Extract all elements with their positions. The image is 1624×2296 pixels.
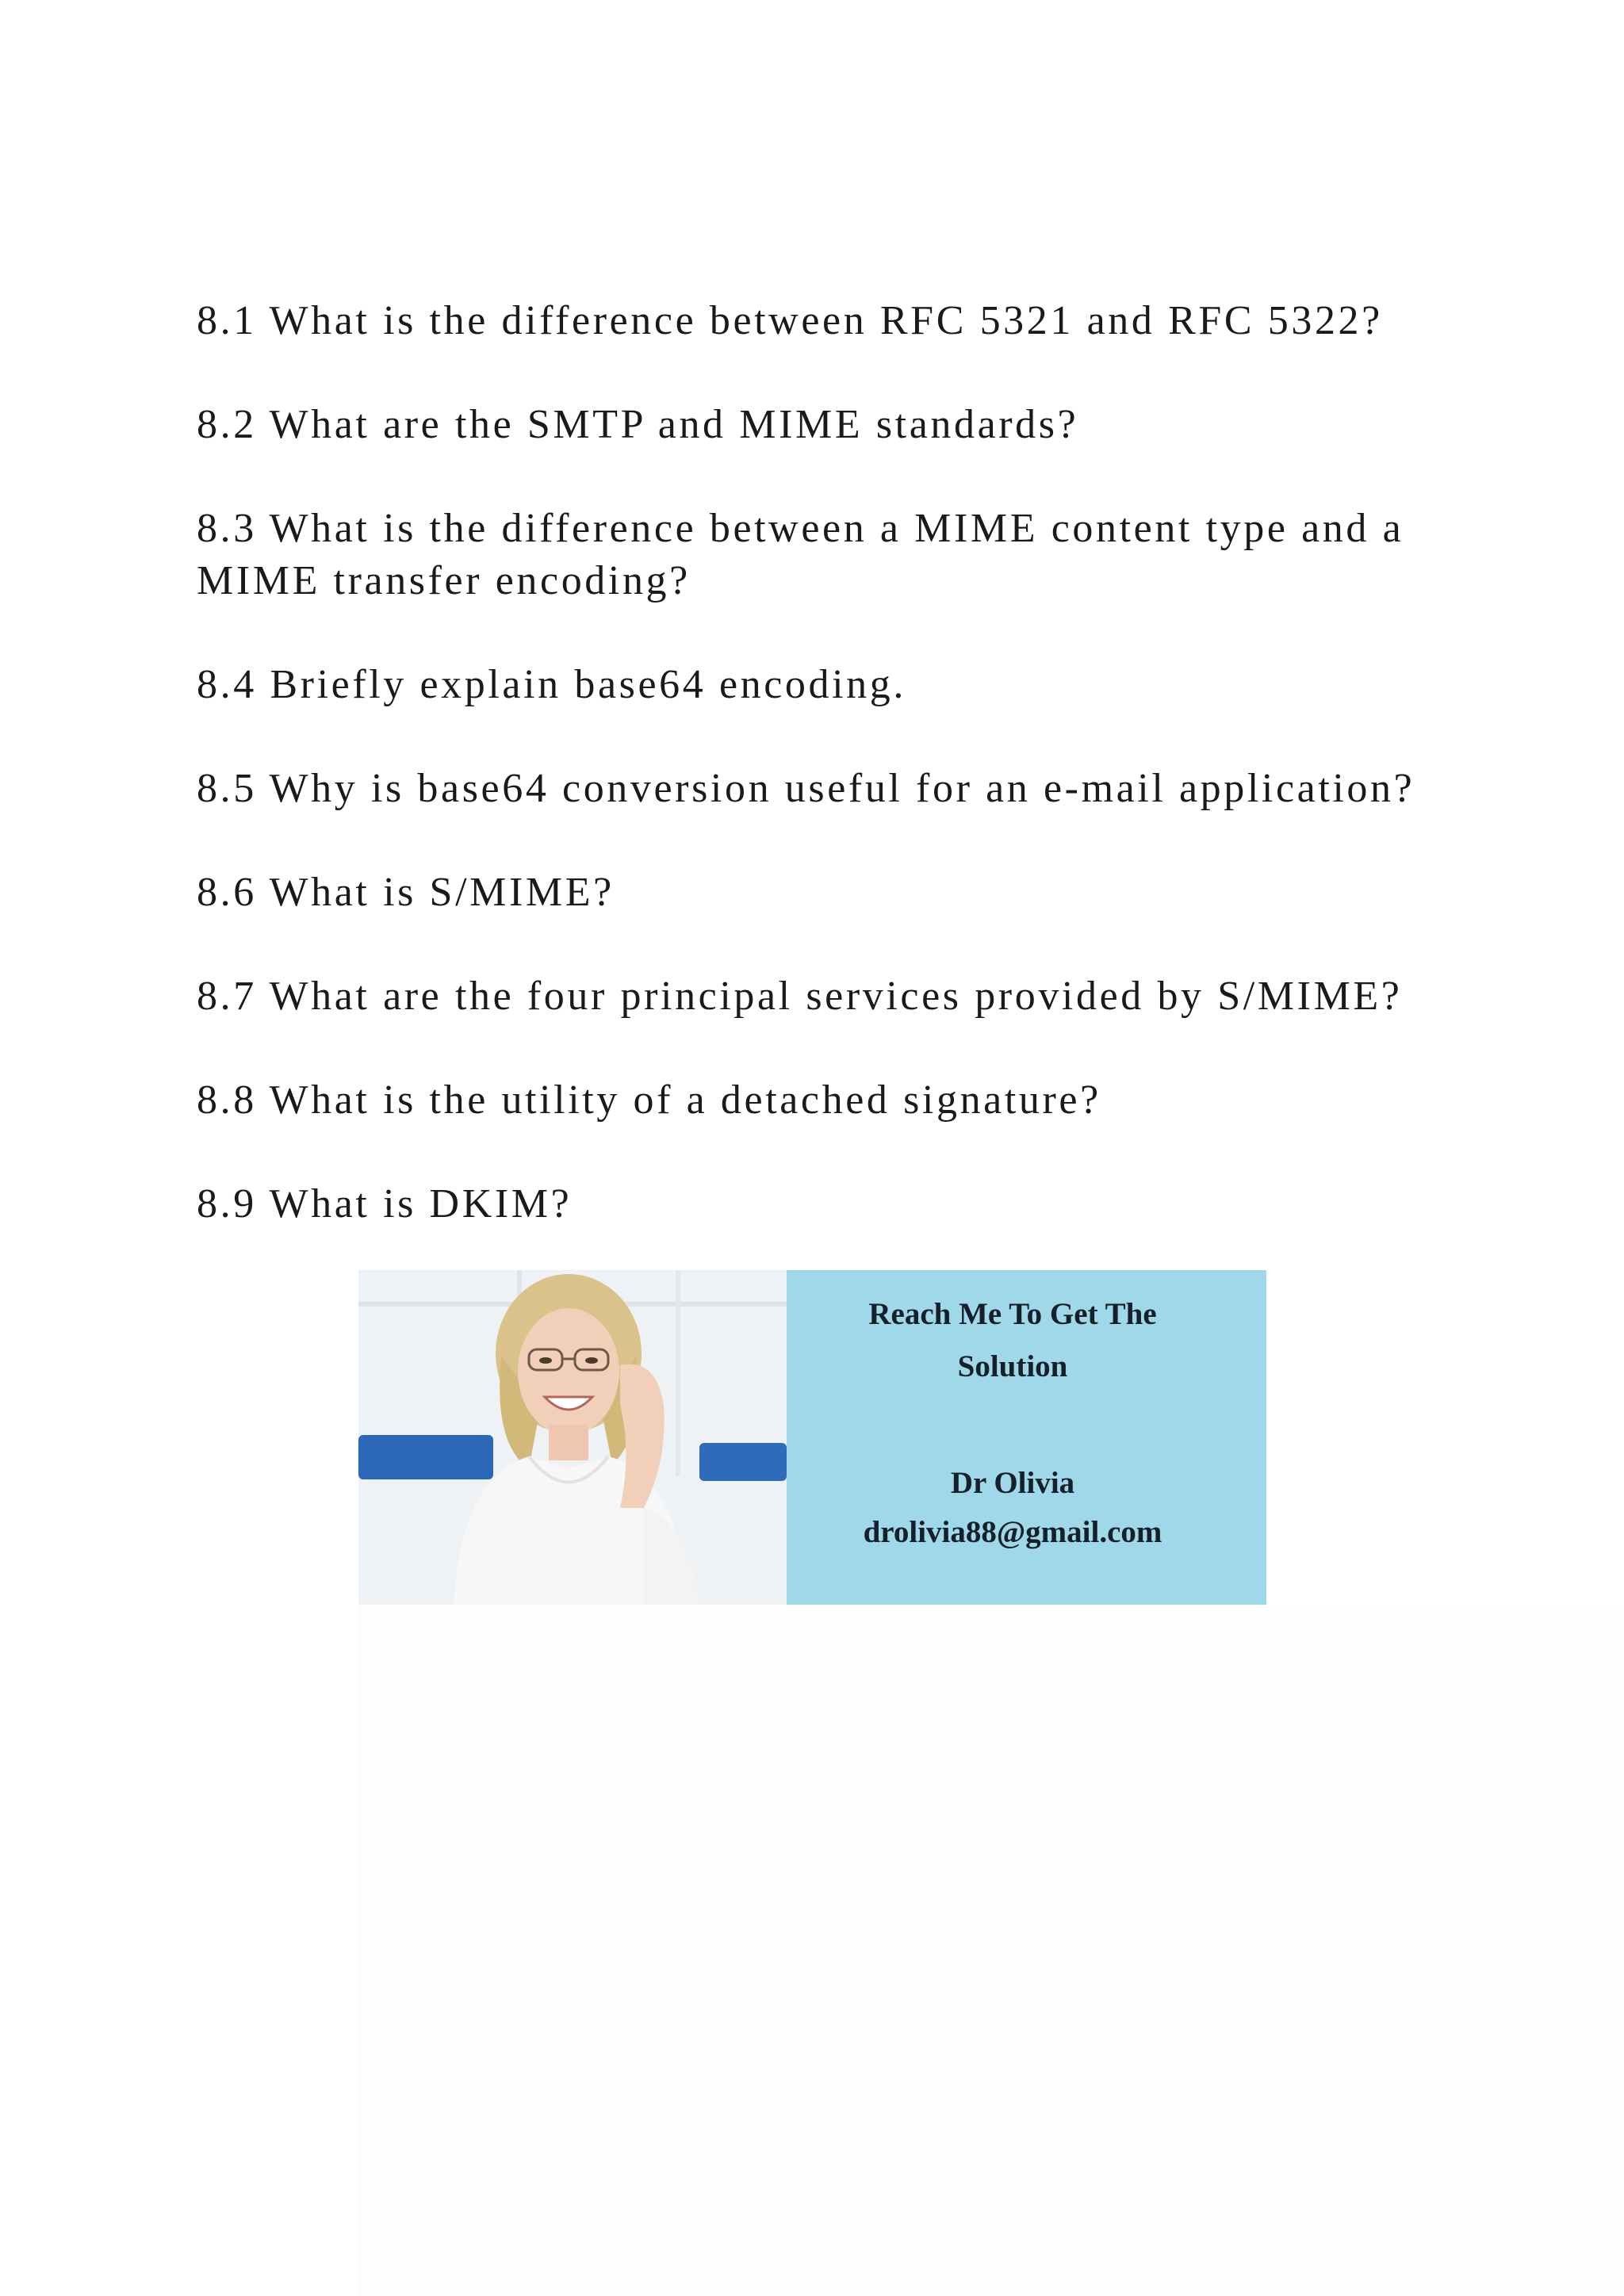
person-illustration [358, 1270, 787, 1605]
person-photo [358, 1270, 787, 1605]
cta-line-1: Reach Me To Get The [868, 1297, 1157, 1331]
contact-banner [358, 1270, 1266, 1605]
contact-info-panel [787, 1270, 1266, 1605]
page-shade [358, 1605, 1624, 2296]
question-8-3: 8.3 What is the difference between a MIME content type and a MIME transfer encoding? [197, 506, 1404, 603]
question-8-2: 8.2 What are the SMTP and MIME standards? [197, 402, 1079, 447]
question-8-4: 8.4 Briefly explain base64 encoding. [197, 662, 906, 707]
question-8-6: 8.6 What is S/MIME? [197, 870, 615, 915]
question-8-5: 8.5 Why is base64 conversion useful for an e-mail application? [197, 766, 1415, 811]
question-8-1: 8.1 What is the difference between RFC 5321 and RFC 5322? [197, 298, 1383, 343]
question-8-7: 8.7 What are the four principal services provided by S/MIME? [197, 974, 1403, 1019]
contact-name: Dr Olivia [950, 1466, 1075, 1500]
question-list [197, 295, 1434, 1282]
contact-email[interactable]: drolivia88@gmail.com [863, 1515, 1162, 1549]
question-8-8: 8.8 What is the utility of a detached signature? [197, 1077, 1101, 1123]
question-8-9: 8.9 What is DKIM? [197, 1181, 573, 1226]
cta-line-2: Solution [957, 1349, 1068, 1383]
